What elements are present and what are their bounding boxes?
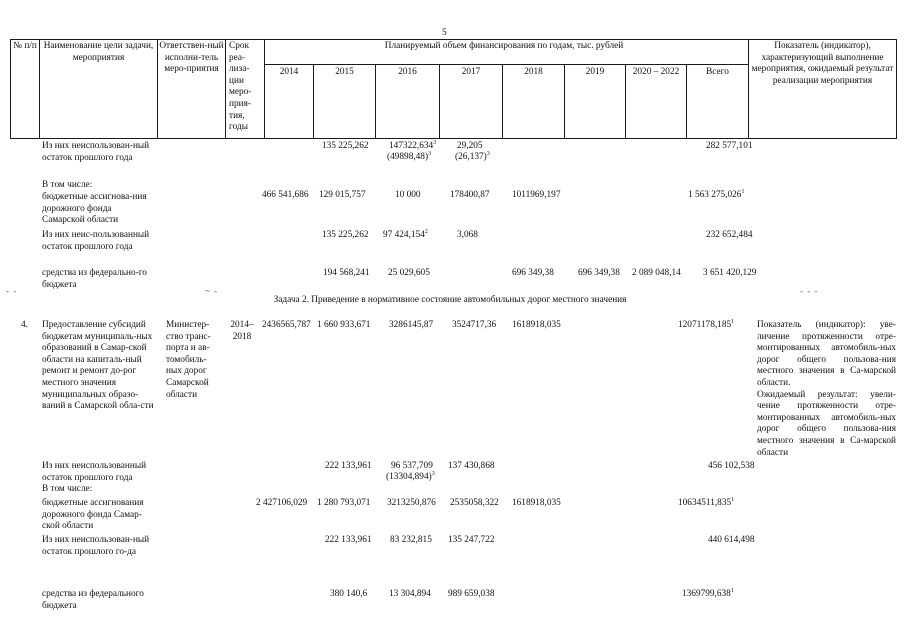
row-e-2015: 222 133,961	[325, 461, 372, 471]
item-4-total: 12071178,185$^1$	[678, 319, 735, 330]
item-4-2015: 1 660 933,671	[317, 320, 371, 330]
scan-mark: ~ -	[205, 286, 219, 296]
item-4-name: Предоставление субсидий бюджетам муниципаль-ных образований в Самар-ской области на капиталь-ный ремонт и ремонт до-рог местного значения муниципальных образо-ваний в Самарской обла-сти	[42, 320, 154, 412]
row-g-2015: 222 133,961	[325, 535, 372, 545]
vline-4	[264, 39, 265, 139]
item-4-indicator-text: Показатель (индикатор): уве-личение протяженности отре-монтированных автомобиль-ных дорог общего пользова-ния местного значения в Са-марской области.	[757, 320, 896, 388]
row-g-total: 440 614,498	[708, 535, 755, 545]
header-bottom-line	[10, 138, 897, 139]
header-term: Срок реа-лиза-ции меро-прия-тия, годы	[229, 41, 252, 133]
row-b-label: В том числе:	[42, 180, 93, 190]
row-h-2016: 13 304,894	[389, 589, 431, 599]
scan-mark: - -	[6, 286, 18, 296]
row-c-2015: 135 225,262	[322, 230, 369, 240]
row-f-2014: 2 427106,029	[256, 498, 308, 508]
row-h-total: 1369799,638$^1$	[682, 588, 734, 599]
row-d-2018: 696 349,38	[512, 268, 554, 278]
row-f-total: 10634511,835$^1$	[678, 497, 735, 508]
item-4-2017: 3524717,36	[452, 320, 497, 330]
header-years-line	[264, 64, 748, 65]
row-b-2014: 466 541,686	[262, 190, 309, 200]
row-f-label: В том числе:	[42, 484, 93, 494]
year-2018: 2018	[524, 67, 543, 77]
item-4-2018: 1618918,035	[512, 320, 561, 330]
task-2-heading: Задача 2. Приведение в нормативное состояние автомобильных дорог местного значения	[273, 295, 627, 305]
header-name: Наименование цели задачи, мероприятия	[43, 41, 154, 63]
row-f-2016: 3213250,876	[387, 498, 436, 508]
year-2020-2022: 2020 – 2022	[632, 67, 680, 77]
item-4-2014: 2436565,787	[262, 320, 311, 330]
scan-mark: - - -	[800, 286, 819, 296]
row-d-2015: 194 568,241	[323, 268, 370, 278]
item-4-term: 2014– 2018	[230, 320, 254, 342]
row-h-2015: 380 140,6	[330, 589, 368, 599]
header-financing: Планируемый объем финансирования по годам, тыс. рублей	[384, 41, 624, 51]
vline-1	[39, 39, 40, 139]
row-a-2015: 135 225,262	[322, 141, 369, 151]
row-d-2016: 25 029,605	[388, 268, 430, 278]
row-e-name: Из них неиспользованный остаток прошлого года	[42, 461, 147, 483]
row-a-2017-bracket: $(26,137)^3$	[455, 151, 490, 162]
row-f-2017: 2535058,322	[450, 498, 499, 508]
header-num: № п/п	[13, 41, 37, 51]
row-h-2017: 989 659,038	[448, 589, 495, 599]
row-e-2016: 96 537,709	[391, 461, 433, 471]
item-4-responsible: Министер-ство транс-порта и ав-томобиль-ных дорог Самарской области	[166, 320, 211, 400]
row-e-2016-bracket: $(13304,894)^3$	[386, 471, 435, 482]
row-a-total: 282 577,101	[706, 141, 753, 151]
row-g-2017: 135 247,722	[448, 535, 495, 545]
row-e-2017: 137 430,868	[448, 461, 495, 471]
header-top-line	[10, 39, 897, 40]
year-2015: 2015	[335, 67, 354, 77]
header-responsible: Ответствен-ный исполни-тель меро-приятия	[159, 41, 224, 75]
row-c-2017: 3,068	[457, 230, 478, 240]
year-total: Всего	[706, 67, 729, 77]
row-f-2015: 1 280 793,071	[317, 498, 371, 508]
vline-0	[10, 39, 11, 139]
row-b-2016: 10 000	[395, 190, 421, 200]
item-4-number: 4.	[21, 320, 28, 330]
vline-2	[157, 39, 158, 139]
year-2017: 2017	[461, 67, 481, 77]
header-indicator: Показатель (индикатор), характеризующий выполнение мероприятия, ожидаемый результат реализации мероприятия	[751, 41, 894, 86]
vline-12	[748, 39, 749, 139]
year-2019: 2019	[585, 67, 605, 77]
year-2016: 2016	[398, 67, 417, 77]
page-number: 5	[442, 28, 447, 38]
row-d-2019: 696 349,38	[578, 268, 620, 278]
item-4-result-text: Ожидаемый результат: увели-чение протяженности отре-монтированных автомобиль-ных дорог общего пользова-ния местного значения в Са-марской области	[757, 389, 896, 458]
vline-13	[896, 39, 897, 139]
row-d-name: средства из федерально-го бюджета	[42, 268, 147, 290]
row-c-total: 232 652,484	[706, 230, 753, 240]
row-c-name: Из них неис-пользованный остаток прошлого года	[42, 230, 150, 252]
row-b-2015: 129 015,757	[319, 190, 366, 200]
vline-3	[225, 39, 226, 139]
row-a-2016-bracket: $(49898,48)^3$	[387, 151, 432, 162]
row-e-total: 456 102,538	[708, 461, 755, 471]
row-g-name: Из них неиспользован-ный остаток прошлого го-да	[42, 535, 150, 557]
row-b-total: 1 563 275,026$^1$	[688, 189, 745, 200]
row-g-2016: 83 232,815	[390, 535, 432, 545]
row-a-2017: 29,205	[457, 141, 483, 151]
row-d-2020-2022: 2 089 048,14	[632, 268, 681, 278]
item-4-indicator	[757, 320, 896, 459]
row-c-2016: 97 424,154$^2$	[383, 229, 428, 240]
row-h-name: средства из федерального бюджета	[42, 589, 144, 611]
year-2014: 2014	[279, 67, 299, 77]
row-b-name: бюджетные ассигнова-ния дорожного фонда Самарской области	[42, 192, 147, 226]
row-d-total: 3 651 420,129	[703, 268, 757, 278]
row-b-2018: 1011969,197	[512, 190, 561, 200]
row-f-name: бюджетные ассигнования дорожного фонда Самар-ской области	[42, 498, 144, 532]
row-f-2018: 1618918,035	[512, 498, 561, 508]
row-a-name: Из них неиспользован-ный остаток прошлого года	[42, 141, 150, 163]
row-a-2016: 147322,634$^3$	[389, 140, 437, 151]
row-b-2017: 178400,87	[450, 190, 490, 200]
item-4-2016: 3286145,87	[389, 320, 434, 330]
